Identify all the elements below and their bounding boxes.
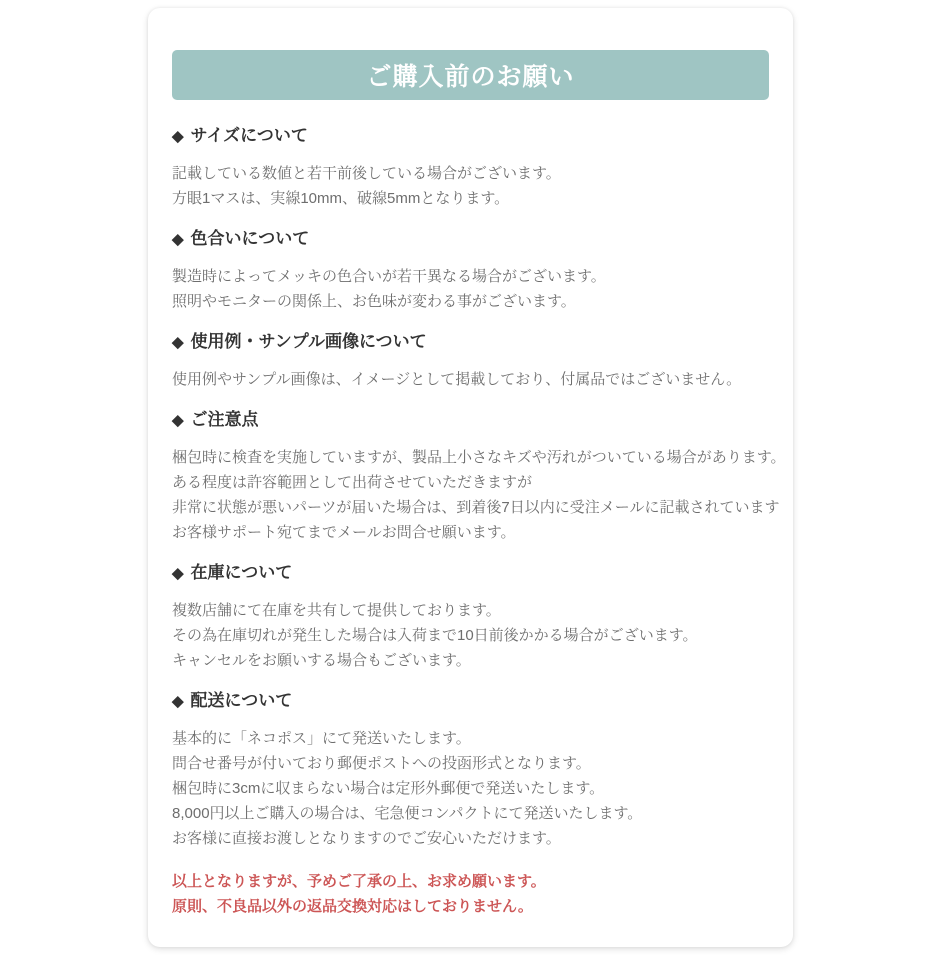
diamond-bullet-icon: ◆ xyxy=(172,128,184,145)
body-line: 梱包時に3cmに収まらない場合は定形外郵便で発送いたします。 xyxy=(172,780,605,797)
section-title xyxy=(172,410,769,430)
body-line: 8,000円以上ご購入の場合は、宅急便コンパクトにて発送いたします。 xyxy=(172,805,643,822)
body-line: その為在庫切れが発生した場合は入荷まで10日前後かかる場合がございます。 xyxy=(172,627,698,644)
body-line: 基本的に「ネコポス」にて発送いたします。 xyxy=(172,730,471,747)
sections-container xyxy=(172,126,786,851)
body-line: 使用例やサンプル画像は、イメージとして掲載しており、付属品ではございません。 xyxy=(172,371,742,388)
body-line: キャンセルをお願いする場合もございます。 xyxy=(172,652,471,669)
body-line: お客様サポート宛てまでメールお問合せ願います。 xyxy=(172,524,516,541)
banner-title: ご購入前のお願い xyxy=(366,63,575,91)
section-title xyxy=(172,126,769,146)
section-title-text: 配送について xyxy=(190,691,293,710)
body-line: 非常に状態が悪いパーツが届いた場合は、到着後7日以内に受注メールに記載されています xyxy=(172,499,780,516)
section-title-text: 在庫について xyxy=(190,563,293,582)
diamond-bullet-icon: ◆ xyxy=(172,693,184,710)
body-line: 照明やモニターの関係上、お色味が変わる事がございます。 xyxy=(172,293,576,310)
diamond-bullet-icon: ◆ xyxy=(172,565,184,582)
body-line: お客様に直接お渡しとなりますのでご安心いただけます。 xyxy=(172,830,561,847)
notice-section xyxy=(172,691,769,851)
body-line: 記載している数値と若干前後している場合がございます。 xyxy=(172,165,561,182)
warning-block xyxy=(172,869,769,919)
notice-section xyxy=(172,126,769,211)
notice-section xyxy=(172,410,786,545)
diamond-bullet-icon: ◆ xyxy=(172,412,184,429)
body-line: ある程度は許容範囲として出荷させていただきますが xyxy=(172,474,533,491)
body-line: 梱包時に検査を実施していますが、製品上小さなキズや汚れがついている場合があります。 xyxy=(172,449,786,466)
section-title-text: 色合いについて xyxy=(190,229,310,248)
section-title-text: サイズについて xyxy=(190,126,308,145)
notice-section xyxy=(172,229,769,314)
section-body xyxy=(172,367,769,392)
diamond-bullet-icon: ◆ xyxy=(172,231,184,248)
body-line: 製造時によってメッキの色合いが若干異なる場合がございます。 xyxy=(172,268,606,285)
notice-section xyxy=(172,563,769,673)
notice-section xyxy=(172,332,769,392)
section-title xyxy=(172,229,769,249)
body-line: 複数店舗にて在庫を共有して提供しております。 xyxy=(172,602,501,619)
notice-banner xyxy=(172,50,769,100)
section-body xyxy=(172,161,769,211)
section-title xyxy=(172,691,769,711)
notice-card xyxy=(148,8,793,947)
section-title-text: 使用例・サンプル画像について xyxy=(190,332,427,351)
section-body xyxy=(172,726,769,851)
diamond-bullet-icon: ◆ xyxy=(172,334,184,351)
section-body xyxy=(172,445,786,545)
section-title xyxy=(172,332,769,352)
section-title-text: ご注意点 xyxy=(190,410,259,429)
section-body xyxy=(172,264,769,314)
section-title xyxy=(172,563,769,583)
body-line: 問合せ番号が付いており郵便ポストへの投函形式となります。 xyxy=(172,755,591,772)
section-body xyxy=(172,598,769,673)
warning-line: 以上となりますが、予めご了承の上、お求め願います。 xyxy=(172,873,546,890)
body-line: 方眼1マスは、実線10mm、破線5mmとなります。 xyxy=(172,190,510,207)
warning-line: 原則、不良品以外の返品交換対応はしておりません。 xyxy=(172,898,533,915)
